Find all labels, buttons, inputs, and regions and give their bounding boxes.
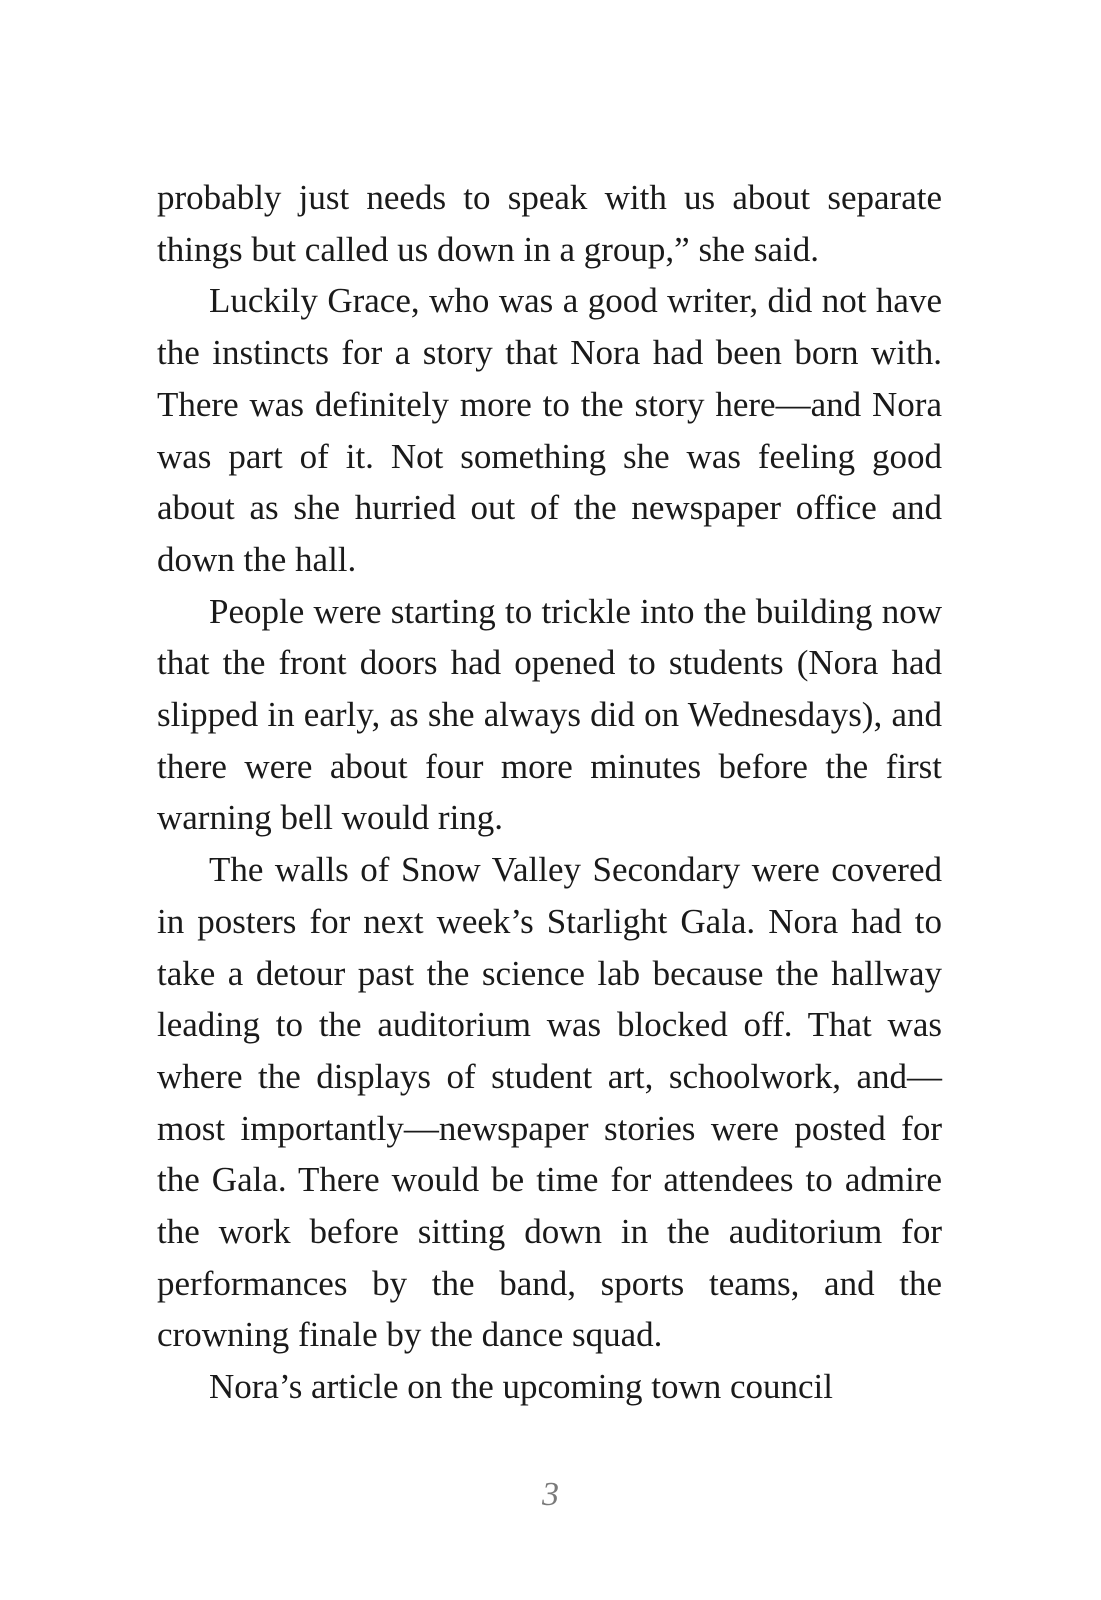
paragraph: Nora’s article on the upcoming town council	[209, 1367, 834, 1407]
paragraph: People were starting to trickle into the building now that the front doors had opened to students (Nora had slipped in early, as she always did on Wednesdays), and there were about four more minutes before the first warning bell would ring.	[157, 591, 942, 838]
paragraph: Luckily Grace, who was a good writer, did not have the instincts for a story that Nora had been born with. There was definitely more to the story here—and Nora was part of it. Not something she was feeling good about as she hurried out of the newspaper office and down the hall.	[157, 281, 942, 579]
body-text	[157, 172, 942, 1413]
page-number: 3	[542, 1476, 559, 1513]
paragraph: The walls of Snow Valley Secondary were covered in posters for next week’s Starlight Gala. Nora had to take a detour past the science lab because the hallway leading to the auditorium was blocked off. That was where the displays of student art, schoolwork, and—most importantly—newspaper stories were posted for the Gala. There would be time for attendees to admire the work before sitting down in the auditorium for performances by the band, sports teams, and the crowning finale by the dance squad.	[157, 850, 942, 1355]
paragraph-continued: probably just needs to speak with us about separate things but called us down in a group,” she said.	[157, 178, 942, 269]
